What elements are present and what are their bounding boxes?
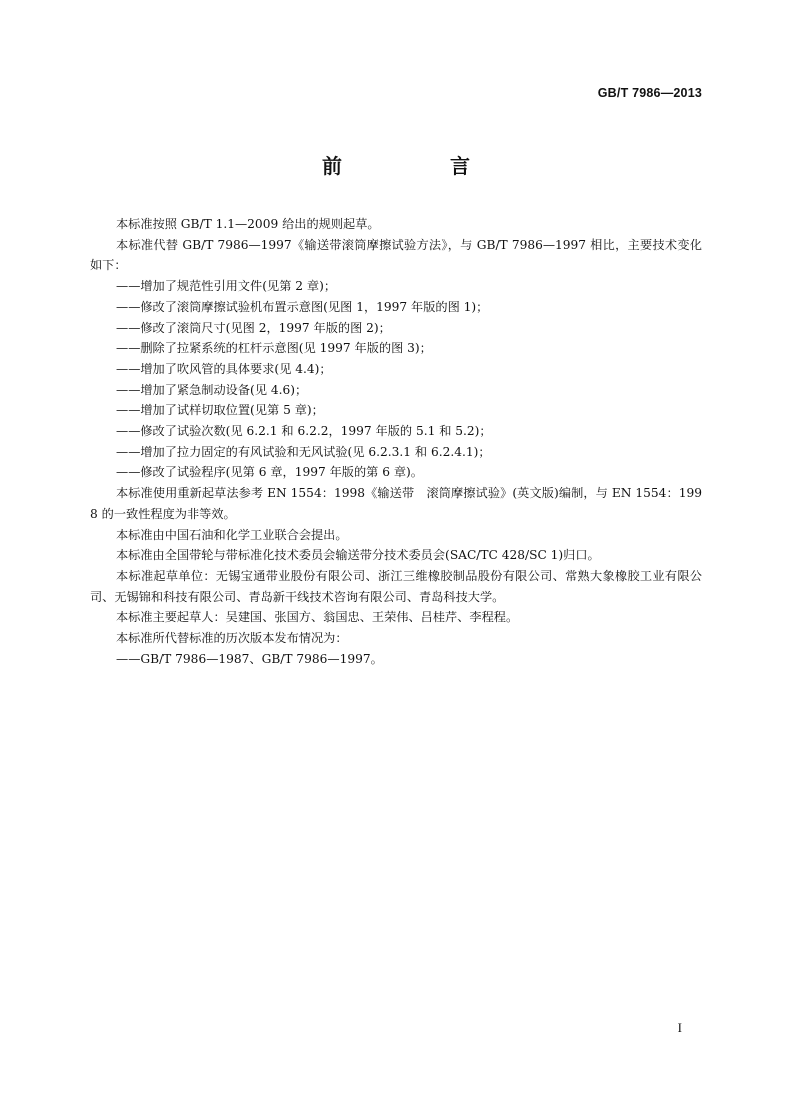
page-title: 前 言	[322, 154, 514, 178]
paragraph-drafters: 本标准主要起草人：吴建国、张国方、翁国忠、王荣伟、吕桂芹、李程程。	[116, 610, 519, 625]
document-body	[90, 214, 702, 669]
paragraph-drafting-rules: 本标准按照 GB/T 1.1—2009 给出的规则起草。	[116, 217, 380, 231]
paragraph-history-intro: 本标准所代替标准的历次版本发布情况为：	[116, 631, 348, 646]
change-item: ——增加了紧急制动设备(见 4.6)；	[116, 382, 308, 397]
change-item: ——修改了滚筒尺寸(见图 2，1997 年版的图 2)；	[116, 320, 391, 335]
standard-code: GB/T 7986—2013	[597, 86, 702, 100]
page-number: I	[677, 1020, 682, 1035]
change-item: ——增加了规范性引用文件(见第 2 章)；	[116, 279, 337, 294]
change-item: ——修改了滚筒摩擦试验机布置示意图(见图 1，1997 年版的图 1)；	[116, 299, 489, 314]
paragraph-replacement-summary: 本标准代替 GB/T 7986—1997《输送带滚筒摩擦试验方法》，与 GB/T 7986—1997 相比，主要技术变化如下：	[90, 237, 702, 273]
change-item: ——增加了吹风管的具体要求(见 4.4)；	[116, 361, 332, 376]
change-item: ——修改了试验程序(见第 6 章，1997 年版的第 6 章)。	[116, 465, 423, 480]
paragraph-technical-committee: 本标准由全国带轮与带标准化技术委员会输送带分技术委员会(SAC/TC 428/SC 1)归口。	[116, 548, 600, 563]
change-item: ——修改了试验次数(见 6.2.1 和 6.2.2，1997 年版的 5.1 和 5.2)；	[116, 424, 492, 439]
change-item: ——删除了拉紧系统的杠杆示意图(见 1997 年版的图 3)；	[116, 341, 432, 356]
paragraph-proposer: 本标准由中国石油和化学工业联合会提出。	[116, 527, 348, 542]
change-item: ——增加了试样切取位置(见第 5 章)；	[116, 403, 324, 418]
paragraph-drafting-units: 本标准起草单位：无锡宝通带业股份有限公司、浙江三维橡胶制品股份有限公司、常熟大象橡胶工业有限公司、无锡锦和科技有限公司、青岛新干线技术咨询有限公司、青岛科技大学。	[90, 568, 702, 604]
change-item: ——增加了拉力固定的有风试验和无风试验(见 6.2.3.1 和 6.2.4.1)；	[116, 444, 491, 459]
history-item: ——GB/T 7986—1987、GB/T 7986—1997。	[116, 651, 383, 666]
paragraph-reference-standard: 本标准使用重新起草法参考 EN 1554：1998《输送带 滚筒摩擦试验》(英文版)编制，与 EN 1554：1998 的一致性程度为非等效。	[90, 486, 702, 521]
